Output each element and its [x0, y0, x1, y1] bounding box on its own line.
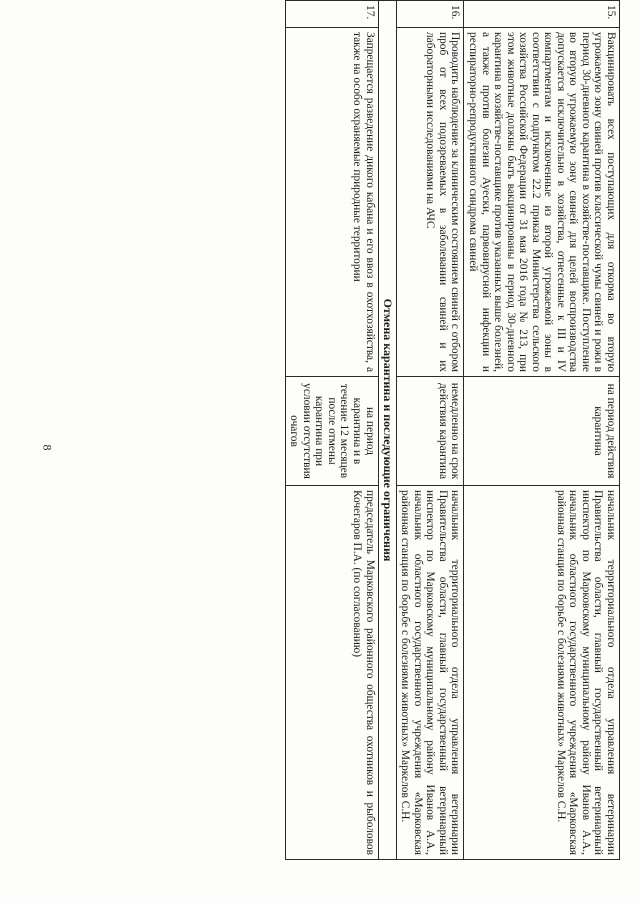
- row-responsible: начальник территориального отдела управления ветеринарии Правительства области, главный государственный ветеринарный инспектор по Марковскому муниципальному району Иванов А.А., начальник областного государственного учреждения «Марковская районная станция по борьбе с болезнями животных» Маркелов С.Н.: [396, 486, 464, 860]
- section-title: Отмена карантина и последующие ограничения: [378, 1, 396, 860]
- section-header-row: [378, 1, 396, 860]
- row-action: Вакцинировать всех поступающих для откорма во вторую угрожаемую зону свиней против классической чумы свиней и рожи в период 30-дневного карантина в хозяйстве-поставщике. Поступление во вторую угрожаемую зону свиней для целей воспроизводства допускается исключительно в хозяйства, отнесенные к III и IV компартментам и исключенные из второй угрожаемой зоны в соответствии с подпунктом 22.2 приказа Министерства сельского хозяйства Российской Федерации от 31 мая 2016 года № 213, при этом животные должны быть вакцинированы в период 30-дневного карантина в хозяйстве-поставщике против указанных выше болезней, а также против болезни Ауески, парвовирусной инфекции и респираторно-репродуктивного синдрома свиней: [464, 28, 620, 377]
- row-action: Запрещается разведение дикого кабана и его ввоз в охотхозяйства, а также на особо охраняемые природные территории: [285, 28, 378, 377]
- row-action: Проводить наблюдение за клиническим состоянием свиней с отбором проб от всех подозреваемых в заболевании свиней и их лабораторными исследованиями на АЧС: [396, 28, 464, 377]
- page-number: 8: [40, 444, 55, 451]
- measures-table: [285, 0, 620, 860]
- row-period: немедленно на срок действия карантина: [396, 377, 464, 486]
- row-period: на период карантина и в течение 12 месяцев после отмены карантина при условии отсутствия очагов: [285, 377, 378, 486]
- table-row: [285, 1, 378, 860]
- table-row: [396, 1, 464, 860]
- row-responsible: начальник территориального отдела управления ветеринарии Правительства области, главный государственный ветеринарный инспектор по Марковскому муниципальному району Иванов А.А., начальник областного государственного учреждения «Марковская районная станция по борьбе с болезнями животных» Маркелов С.Н.: [464, 486, 620, 860]
- row-responsible: председатель Марковского районного общества охотников и рыболовов Кочегаров П.А. (по согласованию): [285, 486, 378, 860]
- row-number: 16.: [396, 1, 464, 28]
- row-number: 17.: [285, 1, 378, 28]
- row-number: 15.: [464, 1, 620, 28]
- row-period: на период действия карантина: [464, 377, 620, 486]
- rotated-table-container: [90, 0, 620, 860]
- table-row: [464, 1, 620, 860]
